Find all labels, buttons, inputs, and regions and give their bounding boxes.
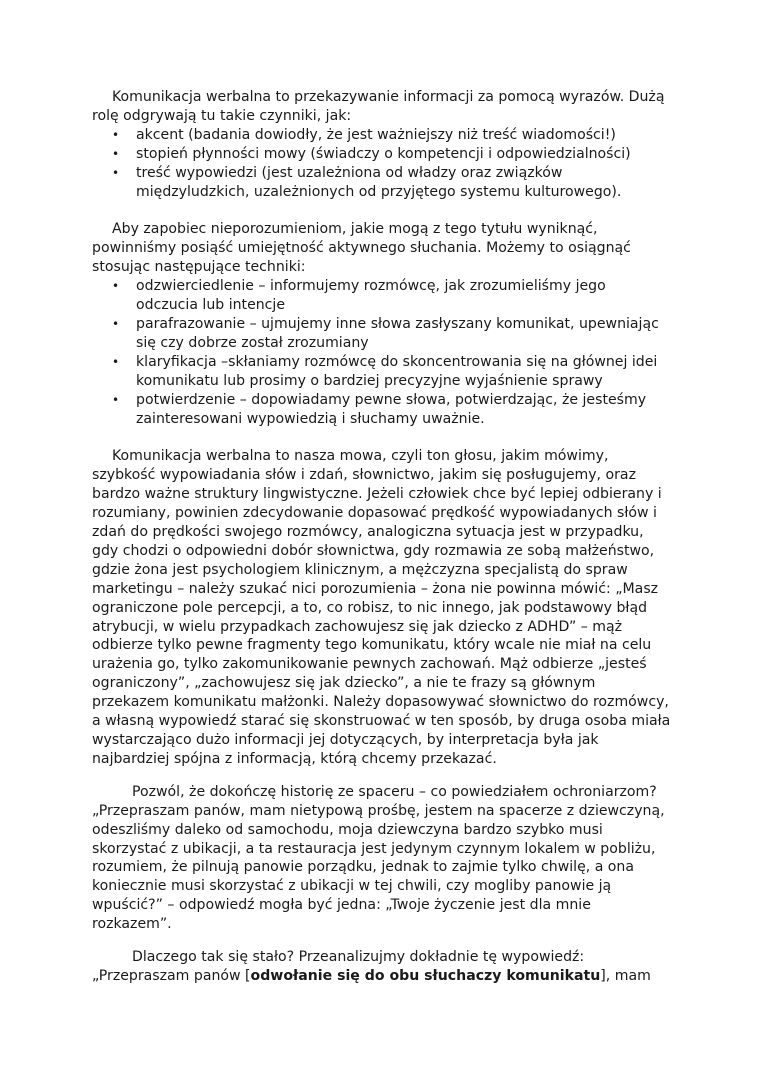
section3-paragraph: Komunikacja werbalna to nasza mowa, czyli ton głosu, jakim mówimy, szybkość wypowiadania słów i zdań, słownictwo, jakim się posługujemy, oraz bardzo ważne struktury lingwistyczne. Jeżeli człowiek chce być lepiej odbierany i rozumiany, powinien zdecydowanie dopasować prędkość wypowiadanych słów i zdań do prędkości swojego rozmówcy, analogiczna sytuacja jest w przypadku, gdy chodzi o odpowiedni dobór słownictwa, gdy rozmawia ze sobą małżeństwo, gdzie żona jest psychologiem klinicznym, a mężczyzna specjalistą do spraw marketingu – należy szukać nici porozumienia – żona nie powinna mówić: „Masz ograniczone pole percepcji, a to, co robisz, to nic innego, jak podstawowy błąd atrybucji, w wielu przypadkach zachowujesz się jak dziecko z ADHD” – mąż odbierze tylko pewne fragmenty tego komunikatu, który wcale nie miał na celu urażenia go, tylko zakomunikowanie pewnych zachowań. Mąż odbierze „jesteś ograniczony”, „zachowujesz się jak dziecko”, a nie te frazy są głównym przekazem komunikatu małżonki. Należy dopasowywać słownictwo do rozmówcy, a własną wypowiedź starać się skonstruować w ten sposób, by druga osoba miała wystarczająco dużo informacji jej dotyczących, by interpretacja była jak najbardziej spójna z informacją, którą chcemy przekazać.: [92, 448, 671, 767]
list-item-text: klaryfikacja –skłaniamy rozmówcę do skoncentrowania się na głównej idei komunikatu lub prosimy o bardziej precyzyjne wyjaśnienie sprawy: [136, 353, 658, 389]
bullet-icon: •: [112, 146, 120, 161]
list-item: [92, 145, 672, 164]
list-item-text: stopień płynności mowy (świadczy o kompetencji i odpowiedzialności): [136, 145, 631, 162]
section2-list: [92, 277, 672, 428]
list-item-text: potwierdzenie – dopowiadamy pewne słowa, potwierdzając, że jesteśmy zainteresowani wypowiedzią i słuchamy uważnie.: [136, 391, 647, 427]
list-item-text: treść wypowiedzi (jest uzależniona od władzy oraz związków międzyludzkich, uzależnionych od przyjętego systemu kulturowego).: [136, 164, 622, 200]
bullet-icon: •: [112, 392, 120, 407]
list-item: [92, 126, 672, 145]
bullet-icon: •: [112, 354, 120, 369]
list-item: [92, 277, 672, 315]
section2-intro: Aby zapobiec nieporozumieniom, jakie mogą z tego tytułu wyniknąć, powinniśmy posiąść umiejętność aktywnego słuchania. Możemy to osiągnąć stosując następujące techniki:: [92, 221, 631, 276]
list-item: [92, 391, 672, 429]
list-item: [92, 164, 672, 202]
list-item: [92, 315, 672, 353]
section5-paragraph: [92, 948, 672, 986]
bullet-icon: •: [112, 316, 120, 331]
bullet-icon: •: [112, 127, 120, 142]
section4-paragraph: Pozwól, że dokończę historię ze spaceru – co powiedziałem ochroniarzom? „Przepraszam panów, mam nietypową prośbę, jestem na spacerze z dziewczyną, odeszliśmy daleko od samochodu, moja dziewczyna bardzo szybko musi skorzystać z ubikacji, a ta restauracja jest jedynym czynnym lokalem w pobliżu, rozumiem, że pilnują panowie porządku, jednak to zajmie tylko chwilę, a ona koniecznie musi skorzystać z ubikacji w tej chwili, czy mogliby panowie ją wpuścić?” – odpowiedź mogła być jedna: „Twoje życzenie jest dla mnie rozkazem”.: [92, 783, 665, 933]
section5-bold-text: odwołanie się do obu słuchaczy komunikatu: [250, 967, 601, 984]
section1-list: [92, 126, 672, 202]
section5-text-after: ], mam: [600, 967, 651, 984]
section5-text-before: Dlaczego tak się stało? Przeanalizujmy dokładnie tę wypowiedź: „Przepraszam panów [: [92, 949, 585, 984]
document-page: [92, 88, 672, 986]
list-item-text: akcent (badania dowiodły, że jest ważniejszy niż treść wiadomości!): [136, 126, 616, 143]
section1-intro: Komunikacja werbalna to przekazywanie informacji za pomocą wyrazów. Dużą rolę odgrywają tu takie czynniki, jak:: [92, 89, 665, 124]
list-item-text: parafrazowanie – ujmujemy inne słowa zasłyszany komunikat, upewniając się czy dobrze został zrozumiany: [136, 315, 659, 351]
bullet-icon: •: [112, 279, 120, 294]
list-item: [92, 353, 672, 391]
list-item-text: odzwierciedlenie – informujemy rozmówcę, jak zrozumieliśmy jego odczucia lub intencje: [136, 278, 606, 314]
bullet-icon: •: [112, 165, 120, 180]
